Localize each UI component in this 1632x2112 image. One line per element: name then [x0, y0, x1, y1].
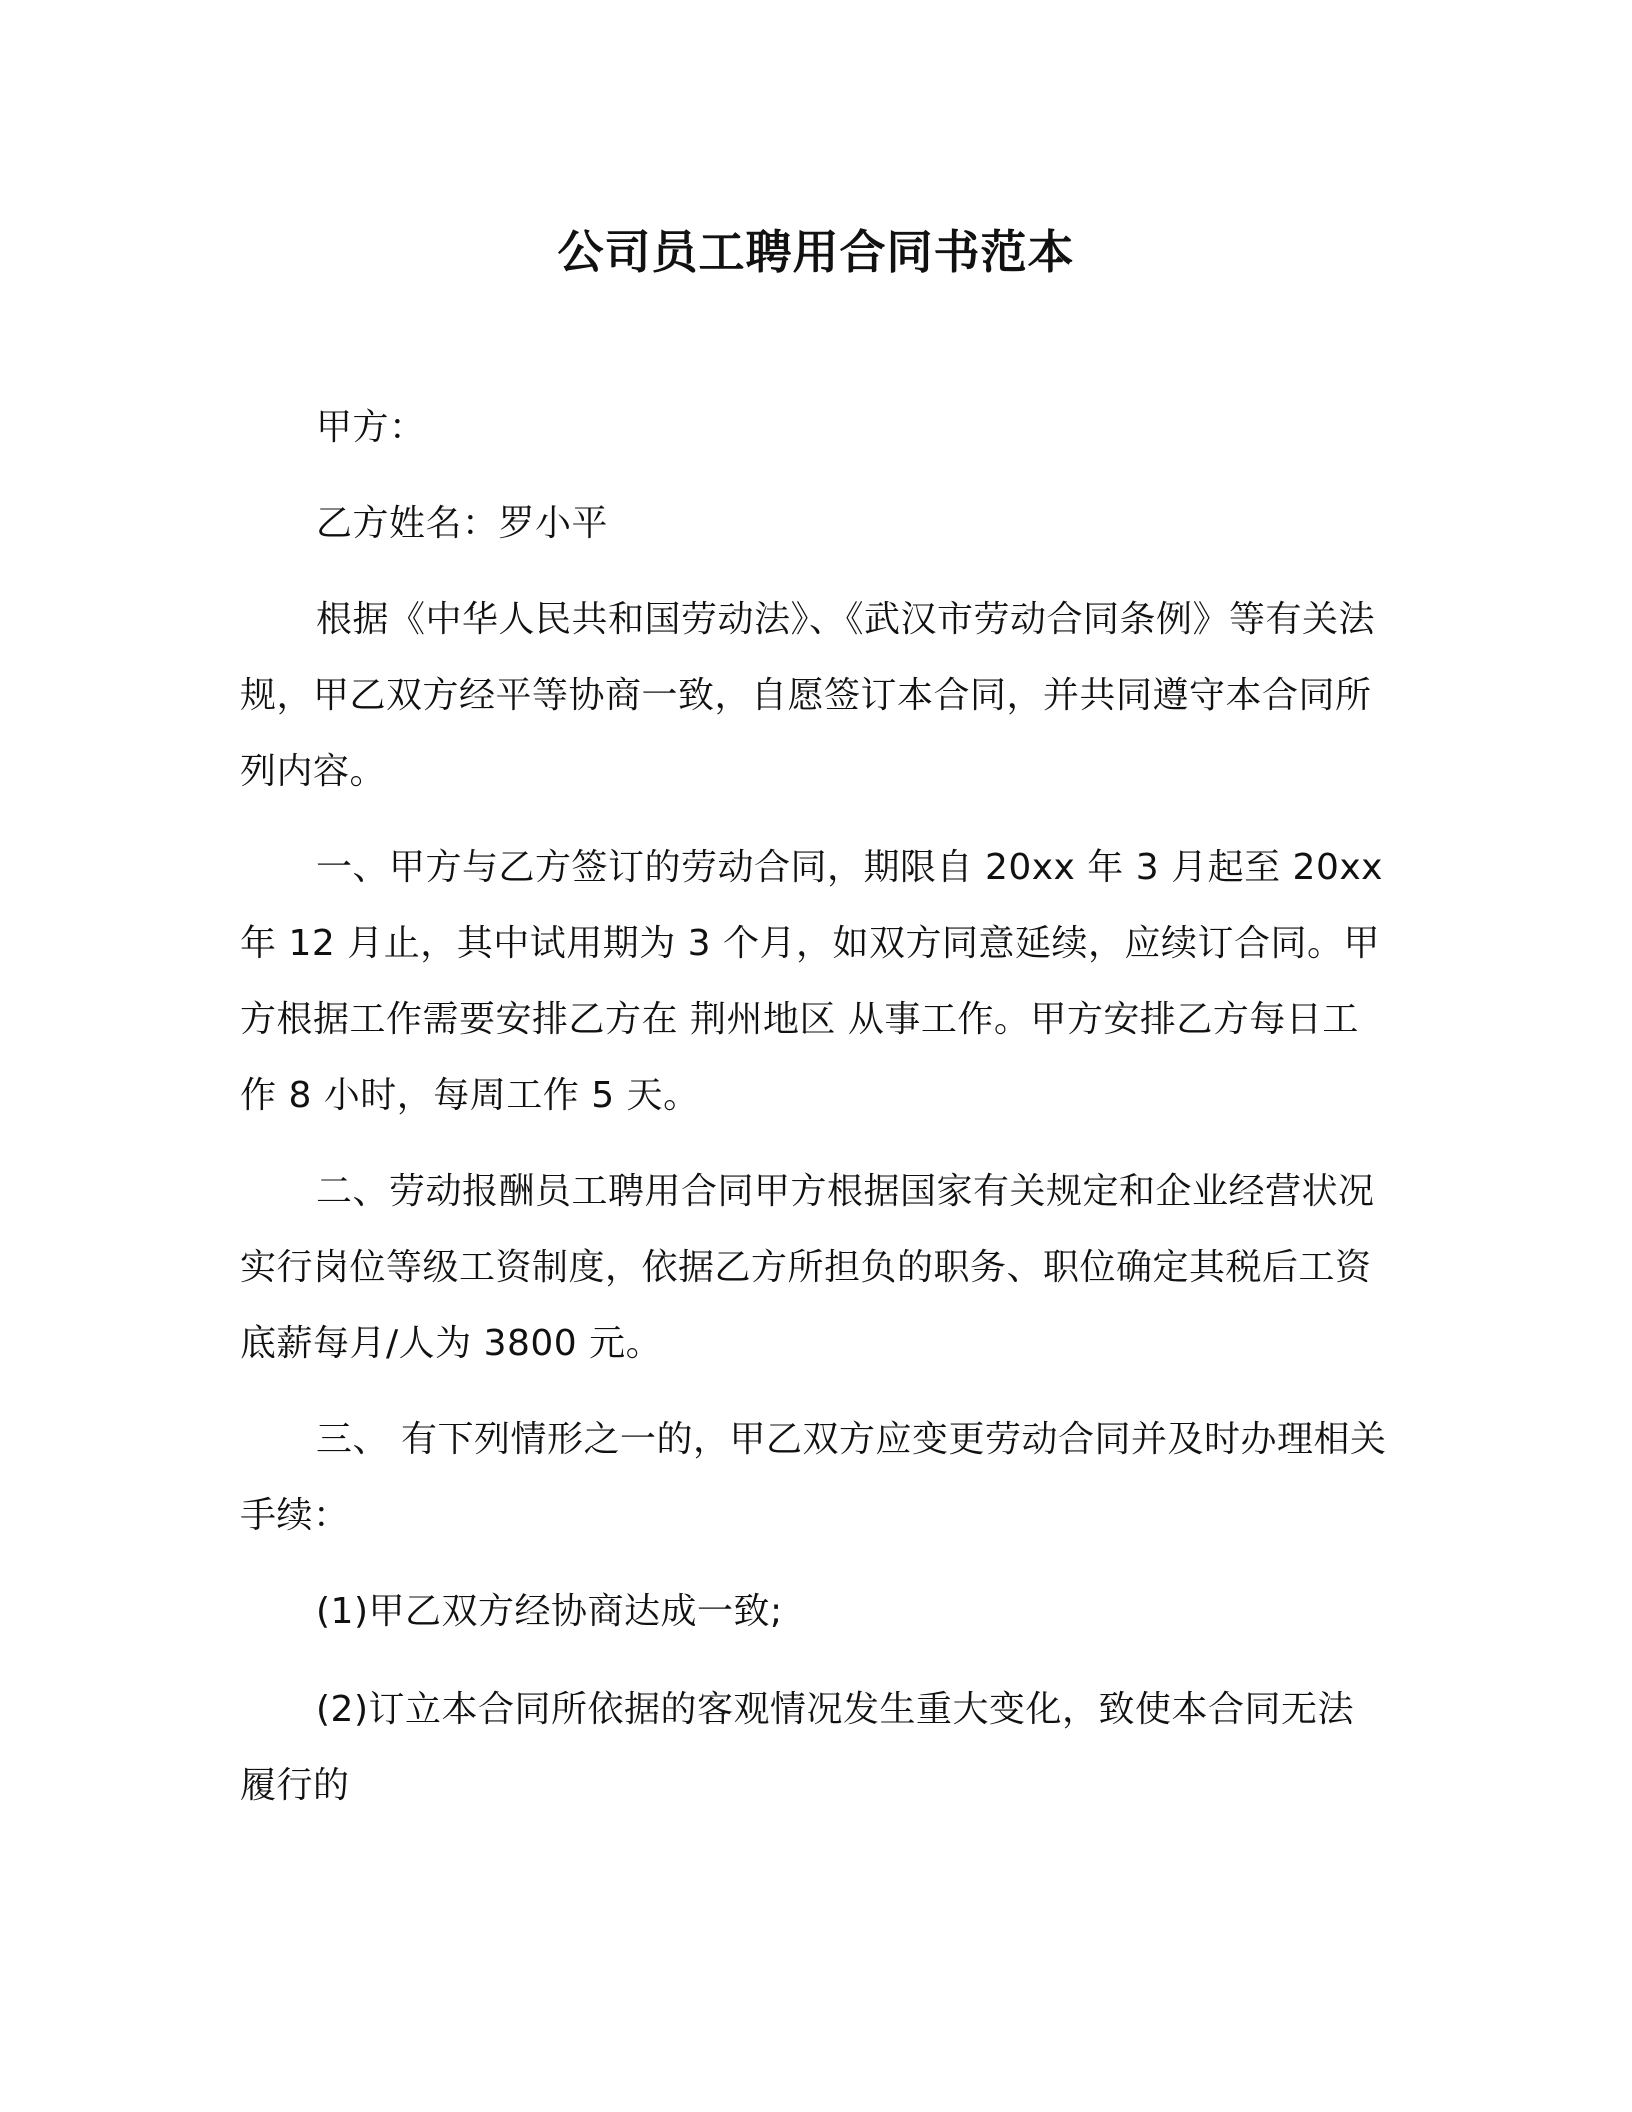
clause-3-paragraph: 三、 有下列情形之一的，甲乙双方应变更劳动合同并及时办理相关手续： — [240, 1419, 1387, 1536]
clause-3-item-1: (1)甲乙双方经协商达成一致; — [316, 1591, 783, 1632]
clause-1-paragraph: 一、甲方与乙方签订的劳动合同，期限自 20xx 年 3 月起至 20xx 年 12 月止，其中试用期为 3 个月，如双方同意延续，应续订合同。甲方根据工作需要安排乙方在 荆州地区 从事工作。甲方安排乙方每日工作 8 小时，每周工作 5 天。 — [240, 847, 1383, 1116]
clause-3-item-2: (2)订立本合同所依据的客观情况发生重大变化，致使本合同无法履行的 — [240, 1689, 1354, 1806]
document-body — [240, 390, 1390, 1844]
document-title: 公司员工聘用合同书范本 — [557, 225, 1075, 279]
intro-paragraph: 根据《中华人民共和国劳动法》、《武汉市劳动合同条例》等有关法规，甲乙双方经平等协商一致，自愿签订本合同，并共同遵守本合同所列内容。 — [240, 599, 1376, 792]
party-b-name-line: 乙方姓名：罗小平 — [316, 503, 609, 544]
party-a-line: 甲方： — [316, 407, 426, 448]
clause-2-paragraph: 二、劳动报酬员工聘用合同甲方根据国家有关规定和企业经营状况实行岗位等级工资制度，依据乙方所担负的职务、职位确定其税后工资底薪每月/人为 3800 元。 — [240, 1171, 1375, 1364]
